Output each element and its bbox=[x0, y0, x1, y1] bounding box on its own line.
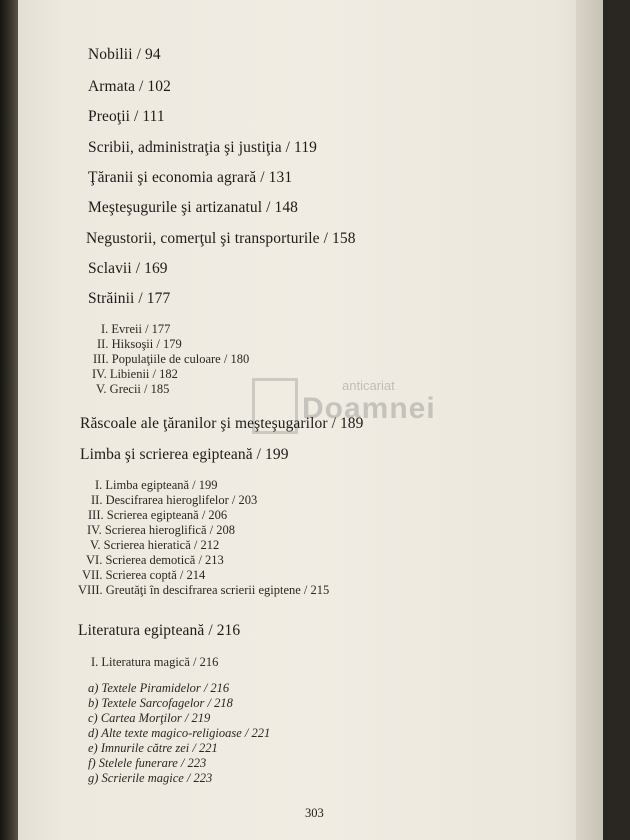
toc-item: c) Cartea Morţilor / 219 bbox=[88, 711, 211, 725]
toc-entry-preotii: Preoţii / 111 bbox=[88, 108, 165, 125]
toc-subentry: II. Hiksoşii / 179 bbox=[97, 337, 182, 351]
toc-subentry: III. Populaţiile de culoare / 180 bbox=[93, 352, 250, 366]
toc-entry-mestesugurile: Meşteşugurile şi artizanatul / 148 bbox=[88, 199, 299, 216]
toc-subentry: III. Scrierea egipteană / 206 bbox=[88, 508, 228, 522]
toc-entry-rascoale: Răscoale ale ţăranilor şi meşteşugarilor / 189 bbox=[80, 415, 364, 432]
toc-subentry: IV. Scrierea hieroglifică / 208 bbox=[87, 523, 235, 537]
toc-entry-armata: Armata / 102 bbox=[88, 78, 171, 95]
toc-subentry: I. Literatura magică / 216 bbox=[91, 655, 219, 669]
toc-subentry: VII. Scrierea coptă / 214 bbox=[82, 568, 206, 582]
toc-entry-taranii: Ţăranii şi economia agrară / 131 bbox=[88, 169, 293, 186]
page-number: 303 bbox=[305, 806, 324, 820]
toc-entry-strainii: Străinii / 177 bbox=[88, 290, 171, 307]
toc-entry-limba: Limba şi scrierea egipteană / 199 bbox=[80, 446, 289, 463]
watermark-title: Doamnei bbox=[302, 392, 436, 425]
toc-subentry: IV. Libienii / 182 bbox=[92, 367, 178, 381]
toc-subentry: V. Grecii / 185 bbox=[96, 382, 170, 396]
toc-entry-sclavii: Sclavii / 169 bbox=[88, 260, 168, 277]
book-page bbox=[18, 0, 603, 840]
toc-item: e) Imnurile către zei / 221 bbox=[88, 741, 218, 755]
toc-subentry: I. Evreii / 177 bbox=[101, 322, 171, 336]
watermark-subtitle: anticariat bbox=[342, 378, 395, 393]
toc-item: d) Alte texte magico-religioase / 221 bbox=[88, 726, 271, 740]
toc-item: f) Stelele funerare / 223 bbox=[88, 756, 207, 770]
toc-entry-literatura: Literatura egipteană / 216 bbox=[78, 622, 241, 639]
book-spine bbox=[0, 0, 18, 840]
toc-subentry: V. Scrierea hieratică / 212 bbox=[90, 538, 220, 552]
toc-subentry: II. Descifrarea hieroglifelor / 203 bbox=[91, 493, 258, 507]
watermark-logo bbox=[252, 378, 436, 448]
toc-subentry: VI. Scrierea demotică / 213 bbox=[86, 553, 224, 567]
toc-entry-nobilii: Nobilii / 94 bbox=[88, 46, 161, 63]
toc-entry-negustorii: Negustorii, comerţul şi transporturile / 158 bbox=[86, 230, 356, 247]
toc-entry-scribii: Scribii, administraţia şi justiţia / 119 bbox=[88, 139, 318, 156]
toc-item: a) Textele Piramidelor / 216 bbox=[88, 681, 230, 695]
toc-subentry: VIII. Greutăţi în descifrarea scrierii egiptene / 215 bbox=[78, 583, 330, 597]
toc-item: g) Scrierile magice / 223 bbox=[88, 771, 213, 785]
toc-subentry: I. Limba egipteană / 199 bbox=[95, 478, 218, 492]
toc-item: b) Textele Sarcofagelor / 218 bbox=[88, 696, 233, 710]
page-edge bbox=[576, 0, 603, 840]
